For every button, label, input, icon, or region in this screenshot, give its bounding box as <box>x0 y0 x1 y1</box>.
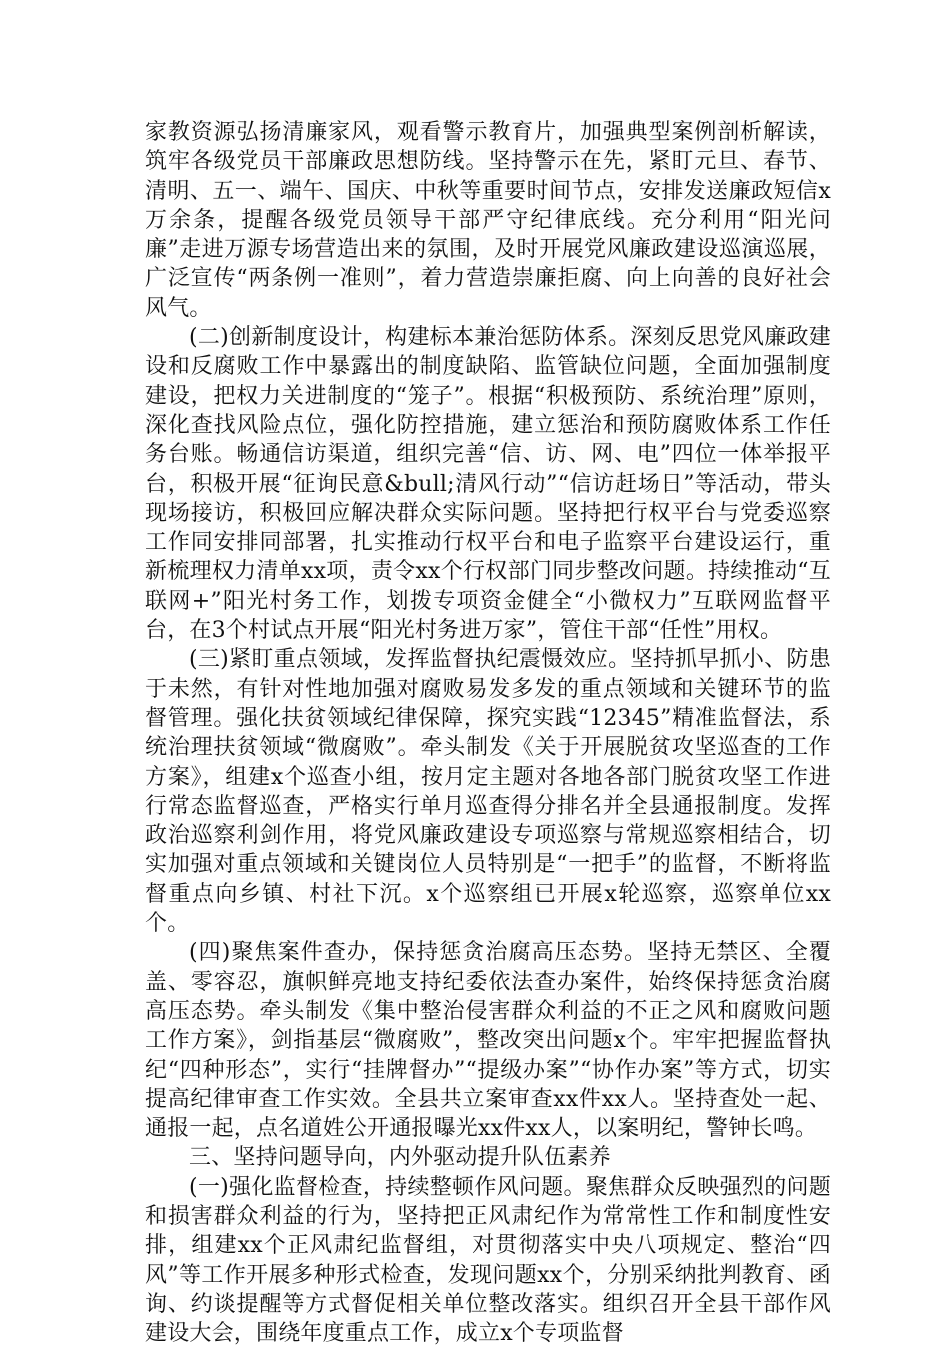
section-heading: 三、坚持问题导向，内外驱动提升队伍素养 <box>189 1145 611 1171</box>
paragraph-continuation: 家教资源弘扬清廉家风，观看警示教育片，加强典型案例剖析解读，筑牢各级党员干部廉政思想防线。坚持警示在先，紧盯元旦、春节、清明、五一、端午、国庆、中秋等重要时间节点，安排发送廉政短信x万余条，提醒各级党员领导干部严守纪律底线。充分利用“阳光问廉”走进万源专场营造出来的氛围，及时开展党风廉政建设巡演巡展，广泛宣传“两条例一准则”，着力营造崇廉拒腐、向上向善的良好社会风气。 <box>145 120 831 321</box>
document-body <box>145 118 831 1348</box>
paragraph-institution-design: (二)创新制度设计，构建标本兼治惩防体系。深刻反思党风廉政建设和反腐败工作中暴露出的制度缺陷、监管缺位问题，全面加强制度建设，把权力关进制度的“笼子”。根据“积极预防、系统治理”原则，深化查找风险点位，强化防控措施，建立惩治和预防腐败体系工作任务台账。畅通信访渠道，组织完善“信、访、网、电”四位一体举报平台，积极开展“征询民意&bull;清风行动”“信访赶场日”等活动，带头现场接访，积极回应解决群众实际问题。坚持把行权平台与党委巡察工作同安排同部署，扎实推动行权平台和电子监察平台建设运行，重新梳理权力清单xx项，责令xx个行权部门同步整改问题。持续推动“互联网+”阳光村务工作，划拨专项资金健全“小微权力”互联网监督平台，在3个村试点开展“阳光村务进万家”，管住干部“任性”用权。 <box>145 325 831 644</box>
paragraph-case-investigation: (四)聚焦案件查办，保持惩贪治腐高压态势。坚持无禁区、全覆盖、零容忍，旗帜鲜亮地支持纪委依法查办案件，始终保持惩贪治腐高压态势。牵头制发《集中整治侵害群众利益的不正之风和腐败问题工作方案》，剑指基层“微腐败”，整改突出问题x个。牢牢把握监督执纪“四种形态”，实行“挂牌督办”“提级办案”“协作办案”等方式，切实提高纪律审查工作实效。全县共立案审查xx件xx人。坚持查处一起、通报一起，点名道姓公开通报曝光xx件xx人，以案明纪，警钟长鸣。 <box>145 940 831 1142</box>
paragraph-supervision-inspection: (一)强化监督检查，持续整顿作风问题。聚焦群众反映强烈的问题和损害群众利益的行为，坚持把正风肃纪作为常常性工作和制度性安排，组建xx个正风肃纪监督组，对贯彻落实中央八项规定、整治“四风”等工作开展多种形式检查，发现问题xx个，分别采纳批判教育、函询、约谈提醒等方式督促相关单位整改落实。组织召开全县干部作风建设大会，围绕年度重点工作，成立x个专项监督 <box>145 1174 831 1347</box>
paragraph-key-areas: (三)紧盯重点领域，发挥监督执纪震慑效应。坚持抓早抓小、防患于未然，有针对性地加强对腐败易发多发的重点领域和关键环节的监督管理。强化扶贫领域纪律保障，探究实践“12345”精准监督法，系统治理扶贫领域“微腐败”。牵头制发《关于开展脱贫攻坚巡查的工作方案》，组建x个巡查小组，按月定主题对各地各部门脱贫攻坚工作进行常态监督巡查，严格实行单月巡查得分排名并全县通报制度。发挥政治巡察利剑作用，将党风廉政建设专项巡察与常规巡察相结合，切实加强对重点领域和关键岗位人员特别是“一把手”的监督，不断将监督重点向乡镇、村社下沉。x个巡察组已开展x轮巡察，巡察单位xx个。 <box>145 647 831 937</box>
